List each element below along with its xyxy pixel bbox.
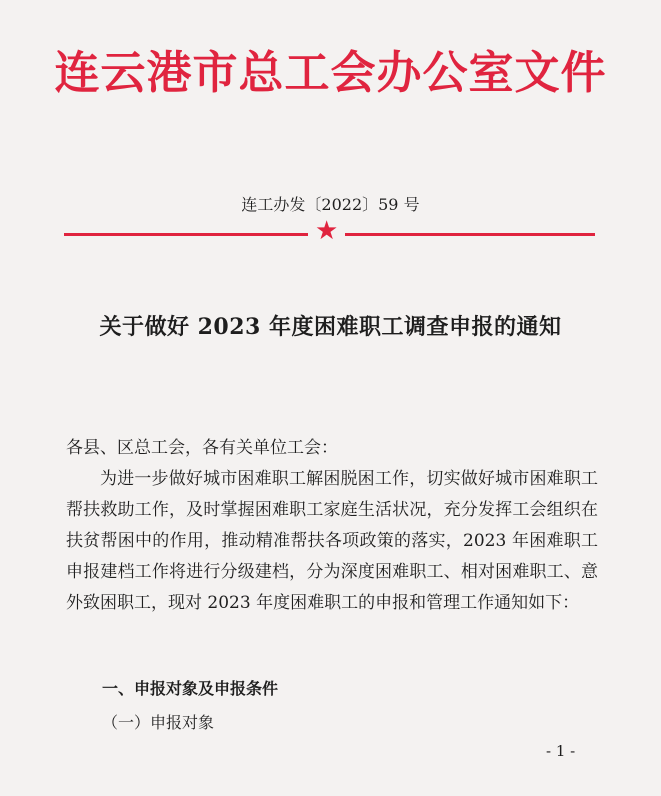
document-number: 连工办发〔2022〕59 号 xyxy=(241,195,420,214)
red-rule-right xyxy=(345,233,595,236)
star-icon: ★ xyxy=(315,216,339,246)
document-title: 关于做好 2023 年度困难职工调查申报的通知 xyxy=(99,314,562,340)
salutation: 各县、区总工会，各有关单位工会： xyxy=(66,438,338,458)
section-subheading-1: （一）申报对象 xyxy=(102,713,215,732)
page-number: - 1 - xyxy=(546,742,576,760)
body-paragraph: 为进一步做好城市困难职工解困脱困工作，切实做好城市困难职工帮扶救助工作，及时掌握困难职工家庭生活状况，充分发挥工会组织在扶贫帮困中的作用，推动精准帮扶各项政策的落实，2023 年困难职工申报建档工作将进行分级建档，分为深度困难职工、相对困难职工、意外致困职工，现对 2023 年度困难职工的申报和管理工作通知如下： xyxy=(66,469,598,613)
section-heading-1: 一、申报对象及申报条件 xyxy=(102,679,279,698)
red-rule-left xyxy=(64,233,308,236)
document-header: 连云港市总工会办公室文件 xyxy=(54,46,607,99)
